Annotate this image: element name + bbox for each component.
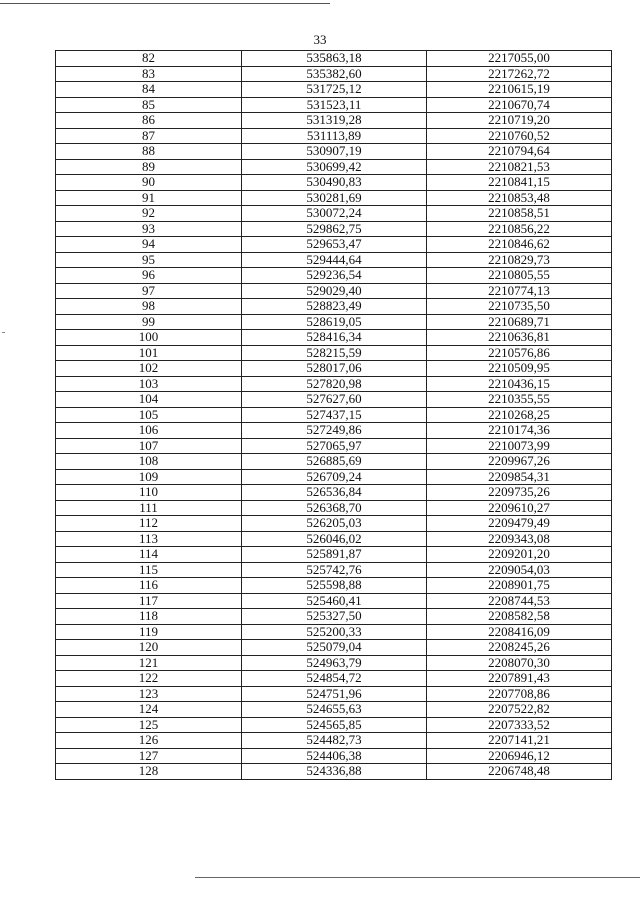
point-number-cell: 88 — [56, 144, 242, 160]
y-coordinate-cell: 2208245,26 — [427, 640, 612, 656]
table-row — [56, 640, 612, 656]
table-row — [56, 547, 612, 563]
x-coordinate-cell: 525327,50 — [242, 609, 427, 625]
table-row — [56, 128, 612, 144]
x-coordinate-cell: 524963,79 — [242, 655, 427, 671]
table-row — [56, 237, 612, 253]
y-coordinate-cell: 2210719,20 — [427, 113, 612, 129]
table-row — [56, 593, 612, 609]
scan-edge-mark-left — [2, 332, 5, 333]
y-coordinate-cell: 2210774,13 — [427, 283, 612, 299]
x-coordinate-cell: 524482,73 — [242, 733, 427, 749]
y-coordinate-cell: 2210636,81 — [427, 330, 612, 346]
y-coordinate-cell: 2210856,22 — [427, 221, 612, 237]
x-coordinate-cell: 529444,64 — [242, 252, 427, 268]
x-coordinate-cell: 526536,84 — [242, 485, 427, 501]
point-number-cell: 127 — [56, 748, 242, 764]
point-number-cell: 117 — [56, 593, 242, 609]
y-coordinate-cell: 2210853,48 — [427, 190, 612, 206]
x-coordinate-cell: 530907,19 — [242, 144, 427, 160]
scan-edge-line-bottom — [195, 877, 640, 878]
y-coordinate-cell: 2210821,53 — [427, 159, 612, 175]
point-number-cell: 108 — [56, 454, 242, 470]
y-coordinate-cell: 2210794,64 — [427, 144, 612, 160]
x-coordinate-cell: 528215,59 — [242, 345, 427, 361]
table-row — [56, 531, 612, 547]
point-number-cell: 97 — [56, 283, 242, 299]
y-coordinate-cell: 2210436,15 — [427, 376, 612, 392]
table-row — [56, 299, 612, 315]
point-number-cell: 128 — [56, 764, 242, 780]
y-coordinate-cell: 2210829,73 — [427, 252, 612, 268]
y-coordinate-cell: 2210576,86 — [427, 345, 612, 361]
table-row — [56, 268, 612, 284]
x-coordinate-cell: 528619,05 — [242, 314, 427, 330]
point-number-cell: 126 — [56, 733, 242, 749]
y-coordinate-cell: 2217262,72 — [427, 66, 612, 82]
y-coordinate-cell: 2206946,12 — [427, 748, 612, 764]
y-coordinate-cell: 2209479,49 — [427, 516, 612, 532]
x-coordinate-cell: 526885,69 — [242, 454, 427, 470]
table-row — [56, 454, 612, 470]
x-coordinate-cell: 528823,49 — [242, 299, 427, 315]
table-row — [56, 407, 612, 423]
point-number-cell: 103 — [56, 376, 242, 392]
y-coordinate-cell: 2209854,31 — [427, 469, 612, 485]
point-number-cell: 101 — [56, 345, 242, 361]
x-coordinate-cell: 525460,41 — [242, 593, 427, 609]
point-number-cell: 125 — [56, 717, 242, 733]
y-coordinate-cell: 2210268,25 — [427, 407, 612, 423]
x-coordinate-cell: 530490,83 — [242, 175, 427, 191]
x-coordinate-cell: 530281,69 — [242, 190, 427, 206]
x-coordinate-cell: 524751,96 — [242, 686, 427, 702]
table-row — [56, 190, 612, 206]
y-coordinate-cell: 2210805,55 — [427, 268, 612, 284]
point-number-cell: 100 — [56, 330, 242, 346]
x-coordinate-cell: 535863,18 — [242, 51, 427, 67]
x-coordinate-cell: 530699,42 — [242, 159, 427, 175]
x-coordinate-cell: 525200,33 — [242, 624, 427, 640]
point-number-cell: 86 — [56, 113, 242, 129]
y-coordinate-cell: 2209201,20 — [427, 547, 612, 563]
y-coordinate-cell: 2209735,26 — [427, 485, 612, 501]
x-coordinate-cell: 531523,11 — [242, 97, 427, 113]
point-number-cell: 89 — [56, 159, 242, 175]
y-coordinate-cell: 2208744,53 — [427, 593, 612, 609]
table-row — [56, 609, 612, 625]
point-number-cell: 110 — [56, 485, 242, 501]
y-coordinate-cell: 2210689,71 — [427, 314, 612, 330]
table-row — [56, 345, 612, 361]
y-coordinate-cell: 2207333,52 — [427, 717, 612, 733]
table-row — [56, 82, 612, 98]
y-coordinate-cell: 2207141,21 — [427, 733, 612, 749]
table-row — [56, 392, 612, 408]
table-row — [56, 469, 612, 485]
y-coordinate-cell: 2210615,19 — [427, 82, 612, 98]
x-coordinate-cell: 527627,60 — [242, 392, 427, 408]
point-number-cell: 102 — [56, 361, 242, 377]
point-number-cell: 115 — [56, 562, 242, 578]
x-coordinate-cell: 525079,04 — [242, 640, 427, 656]
point-number-cell: 91 — [56, 190, 242, 206]
y-coordinate-cell: 2210174,36 — [427, 423, 612, 439]
table-row — [56, 314, 612, 330]
y-coordinate-cell: 2217055,00 — [427, 51, 612, 67]
point-number-cell: 123 — [56, 686, 242, 702]
point-number-cell: 104 — [56, 392, 242, 408]
table-row — [56, 733, 612, 749]
y-coordinate-cell: 2210858,51 — [427, 206, 612, 222]
x-coordinate-cell: 524336,88 — [242, 764, 427, 780]
table-row — [56, 51, 612, 67]
point-number-cell: 84 — [56, 82, 242, 98]
table-row — [56, 516, 612, 532]
x-coordinate-cell: 527065,97 — [242, 438, 427, 454]
y-coordinate-cell: 2209967,26 — [427, 454, 612, 470]
x-coordinate-cell: 524565,85 — [242, 717, 427, 733]
point-number-cell: 113 — [56, 531, 242, 547]
x-coordinate-cell: 535382,60 — [242, 66, 427, 82]
table-row — [56, 748, 612, 764]
table-row — [56, 66, 612, 82]
point-number-cell: 94 — [56, 237, 242, 253]
point-number-cell: 122 — [56, 671, 242, 687]
x-coordinate-cell: 530072,24 — [242, 206, 427, 222]
x-coordinate-cell: 525742,76 — [242, 562, 427, 578]
x-coordinate-cell: 524406,38 — [242, 748, 427, 764]
table-row — [56, 764, 612, 780]
y-coordinate-cell: 2207522,82 — [427, 702, 612, 718]
table-row — [56, 330, 612, 346]
x-coordinate-cell: 527437,15 — [242, 407, 427, 423]
point-number-cell: 90 — [56, 175, 242, 191]
y-coordinate-cell: 2210846,62 — [427, 237, 612, 253]
y-coordinate-cell: 2210760,52 — [427, 128, 612, 144]
table-row — [56, 624, 612, 640]
point-number-cell: 114 — [56, 547, 242, 563]
table-row — [56, 423, 612, 439]
y-coordinate-cell: 2208901,75 — [427, 578, 612, 594]
point-number-cell: 106 — [56, 423, 242, 439]
table-row — [56, 376, 612, 392]
point-number-cell: 118 — [56, 609, 242, 625]
x-coordinate-cell: 527249,86 — [242, 423, 427, 439]
table-row — [56, 113, 612, 129]
x-coordinate-cell: 526709,24 — [242, 469, 427, 485]
x-coordinate-cell: 529029,40 — [242, 283, 427, 299]
page-number: 33 — [313, 32, 327, 47]
y-coordinate-cell: 2207891,43 — [427, 671, 612, 687]
y-coordinate-cell: 2209054,03 — [427, 562, 612, 578]
x-coordinate-cell: 526205,03 — [242, 516, 427, 532]
point-number-cell: 111 — [56, 500, 242, 516]
y-coordinate-cell: 2208582,58 — [427, 609, 612, 625]
point-number-cell: 121 — [56, 655, 242, 671]
y-coordinate-cell: 2210355,55 — [427, 392, 612, 408]
y-coordinate-cell: 2210735,50 — [427, 299, 612, 315]
y-coordinate-cell: 2210670,74 — [427, 97, 612, 113]
point-number-cell: 107 — [56, 438, 242, 454]
table-row — [56, 97, 612, 113]
x-coordinate-cell: 531319,28 — [242, 113, 427, 129]
y-coordinate-cell: 2208070,30 — [427, 655, 612, 671]
table-row — [56, 144, 612, 160]
table-row — [56, 438, 612, 454]
point-number-cell: 95 — [56, 252, 242, 268]
table-row — [56, 485, 612, 501]
table-row — [56, 562, 612, 578]
point-number-cell: 98 — [56, 299, 242, 315]
x-coordinate-cell: 526046,02 — [242, 531, 427, 547]
x-coordinate-cell: 529862,75 — [242, 221, 427, 237]
y-coordinate-cell: 2210509,95 — [427, 361, 612, 377]
x-coordinate-cell: 528416,34 — [242, 330, 427, 346]
point-number-cell: 93 — [56, 221, 242, 237]
table-row — [56, 500, 612, 516]
point-number-cell: 124 — [56, 702, 242, 718]
y-coordinate-cell: 2210841,15 — [427, 175, 612, 191]
x-coordinate-cell: 528017,06 — [242, 361, 427, 377]
point-number-cell: 85 — [56, 97, 242, 113]
point-number-cell: 119 — [56, 624, 242, 640]
scan-edge-line-top — [0, 3, 330, 4]
x-coordinate-cell: 524854,72 — [242, 671, 427, 687]
point-number-cell: 112 — [56, 516, 242, 532]
x-coordinate-cell: 529653,47 — [242, 237, 427, 253]
x-coordinate-cell: 524655,63 — [242, 702, 427, 718]
y-coordinate-cell: 2210073,99 — [427, 438, 612, 454]
x-coordinate-cell: 526368,70 — [242, 500, 427, 516]
table-row — [56, 283, 612, 299]
table-row — [56, 159, 612, 175]
y-coordinate-cell: 2209610,27 — [427, 500, 612, 516]
table-row — [56, 578, 612, 594]
coordinates-table — [55, 50, 612, 780]
x-coordinate-cell: 525598,88 — [242, 578, 427, 594]
y-coordinate-cell: 2208416,09 — [427, 624, 612, 640]
x-coordinate-cell: 527820,98 — [242, 376, 427, 392]
point-number-cell: 87 — [56, 128, 242, 144]
point-number-cell: 99 — [56, 314, 242, 330]
table-row — [56, 717, 612, 733]
point-number-cell: 83 — [56, 66, 242, 82]
table-row — [56, 702, 612, 718]
table-row — [56, 686, 612, 702]
point-number-cell: 96 — [56, 268, 242, 284]
x-coordinate-cell: 531725,12 — [242, 82, 427, 98]
coordinates-table-body — [56, 51, 612, 780]
point-number-cell: 120 — [56, 640, 242, 656]
point-number-cell: 92 — [56, 206, 242, 222]
y-coordinate-cell: 2209343,08 — [427, 531, 612, 547]
y-coordinate-cell: 2207708,86 — [427, 686, 612, 702]
point-number-cell: 82 — [56, 51, 242, 67]
point-number-cell: 109 — [56, 469, 242, 485]
table-row — [56, 361, 612, 377]
point-number-cell: 105 — [56, 407, 242, 423]
y-coordinate-cell: 2206748,48 — [427, 764, 612, 780]
x-coordinate-cell: 531113,89 — [242, 128, 427, 144]
table-row — [56, 671, 612, 687]
table-row — [56, 655, 612, 671]
table-row — [56, 252, 612, 268]
point-number-cell: 116 — [56, 578, 242, 594]
x-coordinate-cell: 525891,87 — [242, 547, 427, 563]
table-row — [56, 206, 612, 222]
table-row — [56, 175, 612, 191]
table-row — [56, 221, 612, 237]
x-coordinate-cell: 529236,54 — [242, 268, 427, 284]
